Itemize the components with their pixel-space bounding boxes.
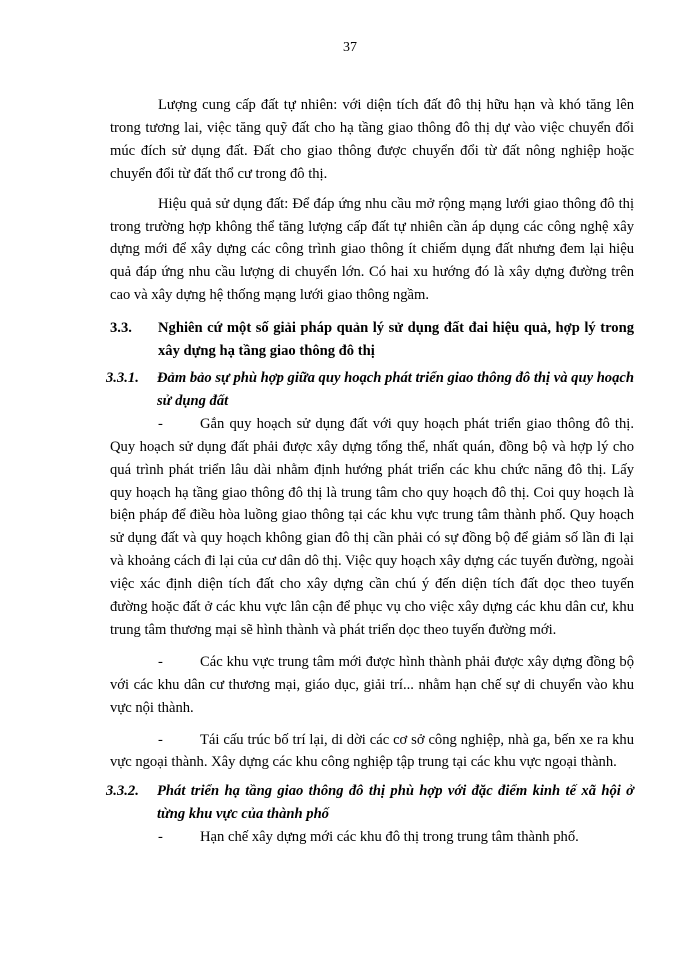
page-number: 37 xyxy=(343,40,357,55)
subsection-number: 3.3.1. xyxy=(106,369,139,386)
bullet-text: Hạn chế xây dựng mới các khu đô thị trong trung tâm thành phố. xyxy=(200,829,579,846)
bullet-item xyxy=(110,826,634,849)
section-number: 3.3. xyxy=(110,320,132,337)
subsection-title: Phát triển hạ tầng giao thông đô thị phù hợp với đặc điểm kinh tế xã hội ở từng khu vực của thành phố xyxy=(157,783,634,823)
paragraph-land-supply: Lượng cung cấp đất tự nhiên: với diện tích đất đô thị hữu hạn và khó tăng lên trong tương lai, việc tăng quỹ đất cho hạ tầng giao thông đô thị dự vào việc chuyển đổi múc đích sử dụng đất. Đất cho giao thông được chuyển đổi từ đất nông nghiệp hoặc chuyển đổi từ đất thổ cư trong đô thị. xyxy=(110,97,634,182)
bullet-text: Tái cấu trúc bố trí lại, di dời các cơ sở công nghiệp, nhà ga, bến xe ra khu vực ngoại thành. Xây dựng các khu công nghiệp tập trung tại các khu vực ngoại thành. xyxy=(110,731,634,771)
subsection-title: Đảm bảo sự phù hợp giữa quy hoạch phát triển giao thông đô thị và quy hoạch sử dụng đất xyxy=(157,369,634,409)
section-heading-3-3 xyxy=(110,317,634,363)
bullet-text: Gắn quy hoạch sử dụng đất với quy hoạch phát triển giao thông đô thị. Quy hoạch sử dụng đất phải được xây dựng tổng thể, nhất quán, đồng bộ và hợp lý cho quá trình phát triển lâu dài nhằm định hướng phát triển các khu chức năng đô thị. Lấy quy hoạch hạ tầng giao thông đô thị là trung tâm cho quy hoạch đô thị. Coi quy hoạch là biện pháp để điều hòa luồng giao thông tại các khu vực trung tâm thành phố. Quy hoạch sử dụng đất và quy hoạch không gian đô thị cần phải có sự đồng bộ để giảm số lần đi lại và khoảng cách đi lại của cư dân dô thị. Việc quy hoạch xây dựng các tuyến đường, ngoài việc xác định diện tích đất cho xây dựng cần chú ý đến diện tích đất dọc theo tuyến đường hoặc đất ở các khu vực lân cận để phục vụ cho việc xây dựng các khu dân cư, khu trung tâm thương mại sẽ hình thành và phát triển dọc theo tuyến đường mới. xyxy=(110,415,634,638)
bullet-item xyxy=(110,651,634,720)
bullet-dash: - xyxy=(158,829,163,846)
bullet-dash: - xyxy=(158,653,163,670)
bullet-text: Các khu vực trung tâm mới được hình thành phải được xây dựng đồng bộ với các khu dân cư thương mại, giáo dục, giải trí... nhằm hạn chế sự di chuyển vào khu vực nội thành. xyxy=(110,653,634,716)
bullet-dash: - xyxy=(158,731,163,748)
section-title: Nghiên cứ một số giải pháp quản lý sử dụng đất đai hiệu quả, hợp lý trong xây dựng hạ tầng giao thông đô thị xyxy=(158,320,634,360)
bullet-item xyxy=(110,413,634,642)
subsection-heading-3-3-2 xyxy=(106,780,634,826)
subsection-heading-3-3-1 xyxy=(106,367,634,413)
bullet-item xyxy=(110,729,634,775)
bullet-dash: - xyxy=(158,415,163,432)
document-body xyxy=(106,94,634,849)
paragraph-land-efficiency: Hiệu quả sử dụng đất: Để đáp ứng nhu cầu mở rộng mạng lưới giao thông đô thị trong trường hợp không thể tăng lượng cấp đất tự nhiên cần áp dụng các công nghệ xây dựng mới để xây dựng các công trình giao thông ít chiếm dụng đất nhưng đem lại hiệu quả đáp ứng nhu cầu lượng di chuyển lớn. Có hai xu hướng đó là xây dựng đường trên cao và xây dựng hệ thống mạng lưới giao thông ngầm. xyxy=(110,195,634,304)
subsection-number: 3.3.2. xyxy=(106,783,139,800)
